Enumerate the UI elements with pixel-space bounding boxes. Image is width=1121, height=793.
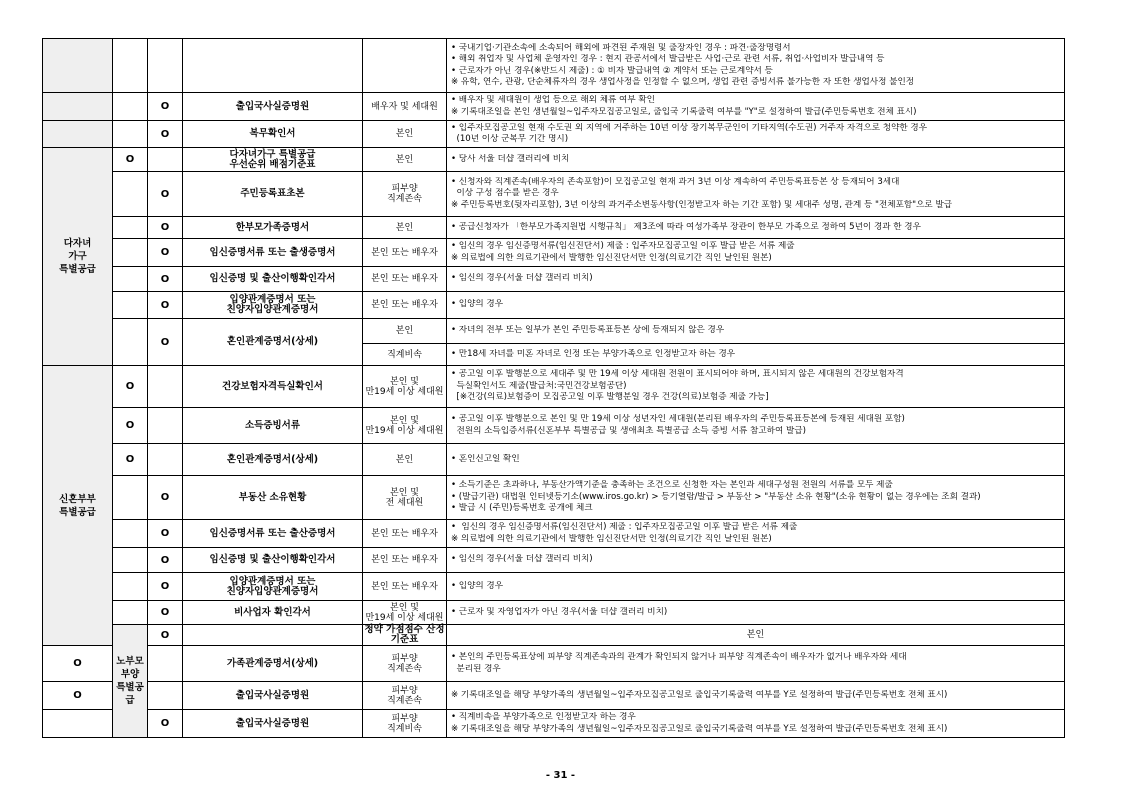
document-name: 입양관계증명서 또는 친양자입양관계증명서 (183, 573, 363, 601)
check-mark: O (148, 520, 183, 548)
target-person: 본인 및 만19세 이상 세대원 (363, 408, 447, 444)
note-cell: • 소득기준은 초과하나, 부동산가액기준을 충족하는 조건으로 신청한 자는 본인과 세대구성원 전원의 서류를 모두 제출 • (발급기관) 대법원 인터넷등기소(www.iros.go.kr) > 등기열람/발급 > 부동산 > "부동산 소유 현황"(소유 현황이 없는 경우에는 조회 결과) • 발급 시 (주민)등록번호 공개에 체크 (447, 476, 1065, 520)
target-person: 본인 또는 배우자 (363, 267, 447, 292)
document-name: 다자녀가구 특별공급 우선순위 배점기준표 (183, 148, 363, 172)
target-person: 본인 및 전 세대원 (363, 476, 447, 520)
note-cell: • 본인의 주민등록표상에 피부양 직계존속과의 관계가 확인되지 않거나 피부양 직계존속이 배우자가 없거나 배우자와 세대 분리된 경우 (447, 646, 1065, 682)
table-row (43, 239, 1065, 267)
note-cell: • 신청자와 직계존속(배우자의 존속포함)이 모집공고일 현재 과거 3년 이상 계속하여 주민등록표등본 상 등재되어 3세대 이상 구성 점수를 받은 경우 ※ 주민등록번호(뒷자리포함), 3년 이상의 과거주소변동사항(인정받고자 하는 기간 포함) 및 세대주 성명, 관계 등 "전체포함"으로 발급 (447, 172, 1065, 217)
check-mark: O (148, 710, 183, 738)
table-row (43, 319, 1065, 344)
target-person: 본인 또는 배우자 (363, 292, 447, 319)
category-elderly-parent: 노부모 부양 특별공급 (113, 625, 148, 738)
document-name: 소득증빙서류 (183, 408, 363, 444)
check-mark: O (148, 625, 183, 646)
document-name: 임신증명서류 또는 출생증명서 (183, 239, 363, 267)
check-mark: O (113, 366, 148, 408)
category-multi-child: 다자녀 가구 특별공급 (43, 148, 113, 366)
document-name: 임신증명서류 또는 출산증명서 (183, 520, 363, 548)
document-table (42, 38, 1065, 738)
table-row (43, 39, 1065, 93)
check-mark: O (43, 646, 113, 682)
target-person: 배우자 및 세대원 (363, 93, 447, 121)
document-name: 한부모가족증명서 (183, 217, 363, 239)
target-person: 본인 및 만19세 이상 세대원 (363, 366, 447, 408)
document-name: 출입국사실증명원 (183, 710, 363, 738)
check-mark: O (148, 319, 183, 366)
note-cell: • 국내기업·기관소속에 소속되어 해외에 파견된 주재원 및 출장자인 경우 : 파견·출장명령서 • 해외 취업자 및 사업체 운영자인 경우 : 현지 관공서에서 발급받은 사업·근로 관련 서류, 취업·사업비자 발급내역 등 • 근로자가 아닌 경우(※반드시 제출) : ① 비자 발급내역 ② 계약서 또는 근로계약서 등 ※ 유학, 연수, 관광, 단순체류자의 경우 생업사정을 인정할 수 없으며, 생업 관련 증빙서류 불가능한 자 또한 생업사정 불인정 (447, 39, 1065, 93)
check-mark: O (43, 682, 113, 710)
note-cell: • 공급신청자가 「한부모가족지원법 시행규칙」 제3조에 따라 여성가족부 장관이 한부모 가족으로 정하여 5년이 경과 한 경우 (447, 217, 1065, 239)
note-cell: • 자녀의 전부 또는 일부가 본인 주민등록표등본 상에 등재되지 않은 경우 (447, 319, 1065, 344)
table-row (43, 121, 1065, 148)
note-cell: • 배우자 및 세대원이 생업 등으로 해외 체류 여부 확인 ※ 기록대조일을 본인 생년월일~입주자모집공고일로, 출입국 기록출력 여부를 "Y"로 설정하여 발급(주민등록번호 전체 표시) (447, 93, 1065, 121)
document-name: 출입국사실증명원 (183, 682, 363, 710)
check-mark: O (148, 476, 183, 520)
table-row (43, 444, 1065, 476)
note-cell: • 임신의 경우(서울 더샵 갤러리 비치) (447, 267, 1065, 292)
note-cell: • 입주자모집공고일 현재 수도권 외 지역에 거주하는 10년 이상 장기복무군인이 기타지역(수도권) 거주자 자격으로 청약한 경우 (10년 이상 군복무 기간 명시) (447, 121, 1065, 148)
target-person: 본인 (363, 148, 447, 172)
table-row (43, 476, 1065, 520)
target-person: 본인 (363, 444, 447, 476)
check-mark: O (113, 444, 148, 476)
check-mark: O (148, 292, 183, 319)
table-row (43, 601, 1065, 625)
target-person: 본인 및 만19세 이상 세대원 (363, 601, 447, 625)
page-number: - 31 - (545, 770, 576, 781)
note-cell: • 공고일 이후 발행분으로 본인 및 만 19세 이상 성년자인 세대원(분리된 배우자의 주민등록표등본에 등재된 세대원 포함) 전원의 소득입증서류(신혼부부 특별공급 및 생애최초 특별공급 소득 증빙 서류 참고하여 발급) (447, 408, 1065, 444)
note-cell: • 임신의 경우 임신증명서류(임신진단서) 제출 : 입주자모집공고일 이후 발급 받은 서류 제출 ※ 의료법에 의한 의료기관에서 발행한 임신진단서만 인정(의료기간 직인 날인된 원본) (447, 520, 1065, 548)
document-name: 주민등록표초본 (183, 172, 363, 217)
table-row (43, 366, 1065, 408)
table-row (43, 682, 1065, 710)
document-name: 임신증명 및 출산이행확인각서 (183, 267, 363, 292)
target-person: 본인 (363, 217, 447, 239)
target-person: 본인 (363, 121, 447, 148)
document-name: 임신증명 및 출산이행확인각서 (183, 548, 363, 573)
category-cell (43, 39, 113, 93)
target-person: 본인 또는 배우자 (363, 573, 447, 601)
document-name: 가족관계증명서(상세) (183, 646, 363, 682)
table-row (43, 172, 1065, 217)
table-row (43, 292, 1065, 319)
note-cell: • 혼인신고일 확인 (447, 444, 1065, 476)
document-name: 비사업자 확인각서 (183, 601, 363, 625)
document-name: 혼인관계증명서(상세) (183, 319, 363, 366)
document-name: 입양관계증명서 또는 친양자입양관계증명서 (183, 292, 363, 319)
table-row (43, 548, 1065, 573)
note-cell: ※ 기록대조일을 해당 부양가족의 생년월일~입주자모집공고일로 출입국기록출력 여부를 Y로 설정하여 발급(주민등록번호 전체 표시) (447, 682, 1065, 710)
note-cell: • 당사 서울 더샵 갤러리에 비치 (447, 148, 1065, 172)
target-person: 본인 (363, 319, 447, 344)
table-row (43, 710, 1065, 738)
note-cell: • 근로자 및 자영업자가 아닌 경우(서울 더샵 갤러리 비치) (447, 601, 1065, 625)
check-mark: O (148, 172, 183, 217)
table-row (43, 148, 1065, 172)
category-newlywed: 신혼부부 특별공급 (43, 366, 113, 646)
document-name: 청약 가점점수 산정기준표 (364, 624, 445, 645)
check-mark: O (148, 573, 183, 601)
target-person: 직계비속 (363, 344, 447, 366)
target-person: 피부양 직계존속 (363, 682, 447, 710)
table-row (43, 625, 1065, 646)
check-mark: O (148, 121, 183, 148)
note-cell: • 임신의 경우 임신증명서류(임신진단서) 제출 : 입주자모집공고일 이후 발급 받은 서류 제출 ※ 의료법에 의한 의료기관에서 발행한 임신진단서만 인정(의료기간 직인 날인된 원본) (447, 239, 1065, 267)
table-row (43, 93, 1065, 121)
table-row (43, 267, 1065, 292)
target-person: 본인 또는 배우자 (363, 548, 447, 573)
document-name: 부동산 소유현황 (183, 476, 363, 520)
check-mark: O (148, 217, 183, 239)
check-mark: O (113, 148, 148, 172)
check-mark: O (148, 239, 183, 267)
target-person: 피부양 직계존속 (363, 646, 447, 682)
check-mark: O (148, 93, 183, 121)
document-name: 건강보험자격득실확인서 (183, 366, 363, 408)
target-person: 본인 또는 배우자 (363, 239, 447, 267)
check-mark: O (148, 267, 183, 292)
note-cell: • 만18세 자녀를 미혼 자녀로 인정 또는 부양가족으로 인정받고자 하는 경우 (447, 344, 1065, 366)
document-name: 혼인관계증명서(상세) (183, 444, 363, 476)
table-row (43, 573, 1065, 601)
check-mark: O (113, 408, 148, 444)
table-row (43, 408, 1065, 444)
document-name: 출입국사실증명원 (183, 93, 363, 121)
note-cell: • 입양의 경우 (447, 292, 1065, 319)
table-row (43, 217, 1065, 239)
table-row (43, 520, 1065, 548)
target-person: 피부양 직계존속 (363, 172, 447, 217)
target-person: 피부양 직계비속 (363, 710, 447, 738)
document-name: 복무확인서 (183, 121, 363, 148)
note-cell: • 임신의 경우(서울 더샵 갤러리 비치) (447, 548, 1065, 573)
note-cell: • 입양의 경우 (447, 573, 1065, 601)
table-row (43, 646, 1065, 682)
note-cell: • 공고일 이후 발행분으로 세대주 및 만 19세 이상 세대원 전원이 표시되어야 하며, 표시되지 않은 세대원의 건강보험자격 득실확인서도 제출(발급처:국민건강보험공단) [※건강(의료)보험증이 모집공고일 이후 발행분일 경우 건강(의료)보험증 제출 가능] (447, 366, 1065, 408)
check-mark: O (148, 601, 183, 625)
note-cell: • 직계비속을 부양가족으로 인정받고자 하는 경우 ※ 기록대조일을 해당 부양가족의 생년월일~입주자모집공고일로 출입국기록출력 여부를 Y로 설정하여 발급(주민등록번호 전체 표시) (447, 710, 1065, 738)
target-person: 본인 (447, 625, 1065, 646)
check-mark: O (148, 548, 183, 573)
target-person: 본인 또는 배우자 (363, 520, 447, 548)
